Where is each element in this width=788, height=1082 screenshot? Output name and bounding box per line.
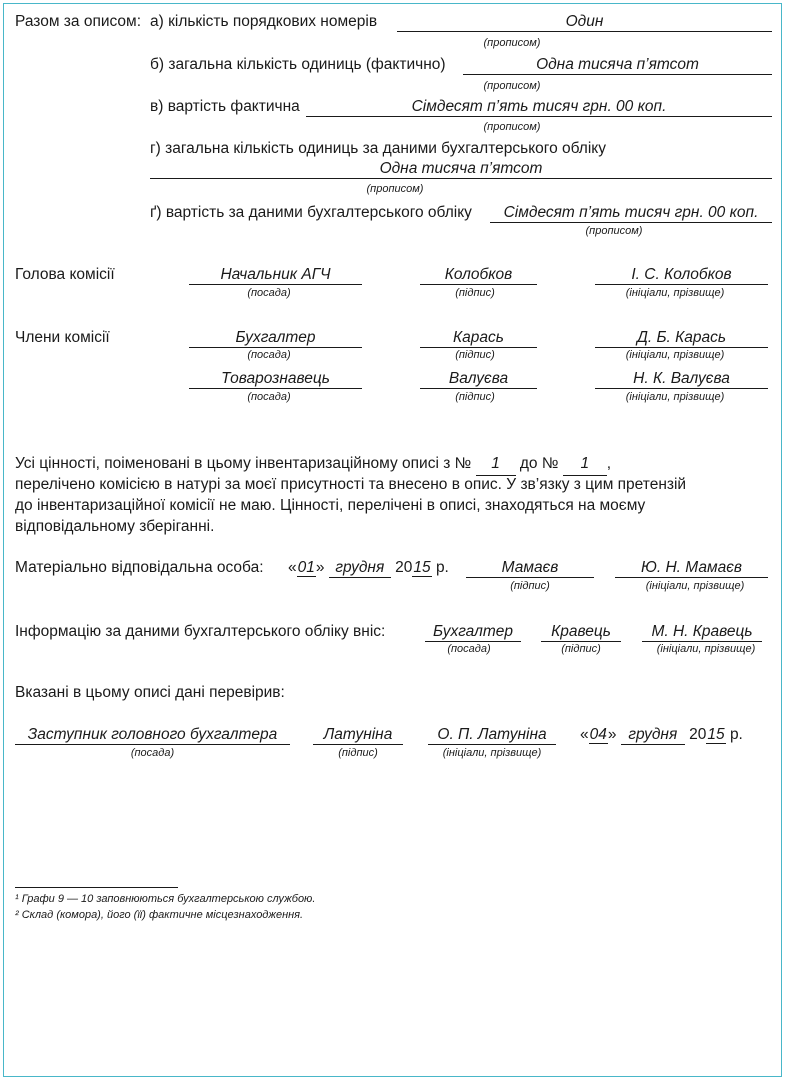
statement-line-2: перелічено комісією в натурі за моєї присутності та внесено в опис. У зв’язку з цим претензій (15, 476, 687, 493)
summary-a-value: Один (397, 13, 772, 32)
responsible-name-caption: (ініціали, прізвище) (645, 580, 745, 592)
member-1-signature-caption: (підпис) (455, 349, 495, 361)
checked-year-prefix: 20 (689, 726, 707, 743)
statement-num-from: 1 (476, 453, 516, 476)
summary-b-value: Одна тисяча п’ятсот (463, 56, 772, 75)
responsible-label: Матеріально відповідальна особа: (15, 559, 264, 576)
responsible-day: 01 (297, 559, 315, 576)
head-name: І. С. Колобков (595, 266, 768, 285)
head-signature: Колобков (420, 266, 537, 285)
responsible-signature-caption: (підпис) (510, 580, 550, 592)
footnote-2: ² Склад (комора), його (її) фактичне місцезнаходження. (15, 909, 304, 921)
checked-name: О. П. Латуніна (428, 726, 556, 745)
head-position: Начальник АГЧ (189, 266, 362, 285)
summary-gg-label: ґ) вартість за даними бухгалтерського обліку (150, 204, 472, 221)
responsible-year-prefix: 20 (395, 559, 413, 576)
checked-label: Вказані в цьому описі дані перевірив: (15, 684, 285, 701)
checked-year-suffix: 15 (707, 726, 725, 743)
accounting-name-caption: (ініціали, прізвище) (656, 643, 756, 655)
statement-line-1b: до № (519, 455, 559, 472)
summary-a-label: а) кількість порядкових номерів (150, 13, 378, 30)
checked-month: грудня (621, 726, 685, 745)
summary-g-caption: (прописом) (366, 183, 424, 195)
statement-line-1a: Усі цінності, поіменовані в цьому інвентаризаційному описі з № (15, 455, 472, 472)
summary-g-label: г) загальна кількість одиниць за даними бухгалтерського обліку (150, 140, 607, 157)
responsible-signature: Мамаєв (466, 559, 594, 578)
checked-date (580, 726, 743, 745)
checked-year-word: р. (729, 726, 743, 743)
summary-v-label: в) вартість фактична (150, 98, 300, 115)
checked-signature-caption: (підпис) (338, 747, 378, 759)
statement-line-1c: , (606, 455, 612, 472)
footnote-1: ¹ Графи 9 — 10 заповнюються бухгалтерською службою. (15, 893, 316, 905)
responsible-year-word: р. (435, 559, 449, 576)
commission-members-label: Члени комісії (15, 329, 110, 346)
member-1-position: Бухгалтер (189, 329, 362, 348)
responsible-quote-open: « (288, 559, 297, 576)
accounting-signature-caption: (підпис) (561, 643, 601, 655)
member-2-position-caption: (посада) (247, 391, 291, 403)
summary-gg-value: Сімдесят п’ять тисяч грн. 00 коп. (490, 204, 772, 223)
checked-position-caption: (посада) (130, 747, 175, 759)
member-2-signature-caption: (підпис) (455, 391, 495, 403)
checked-name-caption: (ініціали, прізвище) (442, 747, 542, 759)
head-name-caption: (ініціали, прізвище) (625, 287, 725, 299)
footnote-divider (15, 887, 178, 888)
accounting-position: Бухгалтер (425, 623, 521, 642)
summary-v-value: Сімдесят п’ять тисяч грн. 00 коп. (306, 98, 772, 117)
member-1-signature: Карась (420, 329, 537, 348)
summary-lead: Разом за описом: (15, 13, 141, 30)
checked-signature: Латуніна (313, 726, 403, 745)
member-1-name-caption: (ініціали, прізвище) (625, 349, 725, 361)
accounting-name: М. Н. Кравець (642, 623, 762, 642)
member-2-name: Н. К. Валуєва (595, 370, 768, 389)
summary-v-caption: (прописом) (483, 121, 541, 133)
member-2-signature: Валуєва (420, 370, 537, 389)
statement-line-3: до інвентаризаційної комісії не маю. Цінності, перелічені в описі, знаходяться на моєму (15, 497, 646, 514)
commission-head-label: Голова комісії (15, 266, 115, 283)
checked-day: 04 (589, 726, 607, 743)
head-position-caption: (посада) (247, 287, 291, 299)
member-2-name-caption: (ініціали, прізвище) (625, 391, 725, 403)
summary-b-label: б) загальна кількість одиниць (фактично) (150, 56, 446, 73)
responsible-year-suffix: 15 (413, 559, 431, 576)
responsible-quote-close: » (315, 559, 325, 576)
summary-gg-caption: (прописом) (585, 225, 643, 237)
head-signature-caption: (підпис) (455, 287, 495, 299)
responsible-name: Ю. Н. Мамаєв (615, 559, 768, 578)
summary-a-caption: (прописом) (483, 37, 541, 49)
member-1-position-caption: (посада) (247, 349, 291, 361)
statement-line-4: відповідальному зберіганні. (15, 518, 215, 535)
summary-g-value: Одна тисяча п’ятсот (150, 160, 772, 179)
member-2-position: Товарознавець (189, 370, 362, 389)
statement-num-to: 1 (563, 453, 607, 476)
checked-quote-open: « (580, 726, 589, 743)
statement-line-1 (15, 453, 611, 476)
checked-quote-close: » (607, 726, 617, 743)
accounting-signature: Кравець (541, 623, 621, 642)
accounting-label: Інформацію за даними бухгалтерського обліку вніс: (15, 623, 386, 640)
checked-position: Заступник головного бухгалтера (15, 726, 290, 745)
member-1-name: Д. Б. Карась (595, 329, 768, 348)
responsible-date (288, 559, 449, 578)
responsible-month: грудня (329, 559, 391, 578)
summary-b-caption: (прописом) (483, 80, 541, 92)
accounting-position-caption: (посада) (447, 643, 491, 655)
